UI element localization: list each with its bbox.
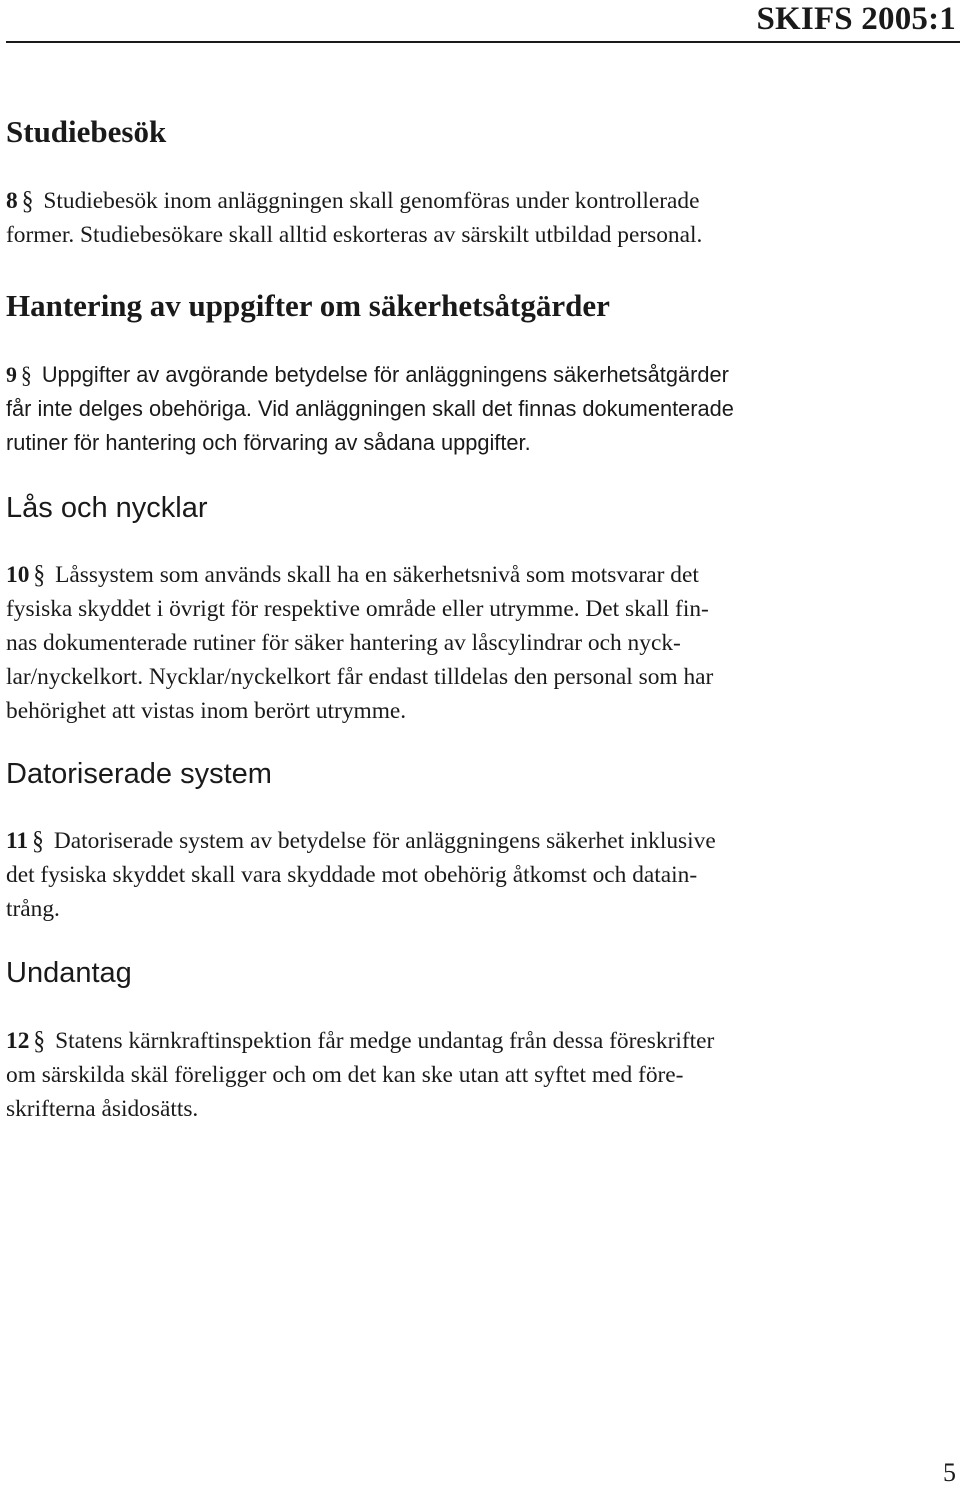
section-sign: § — [21, 186, 34, 216]
paragraph-line — [6, 358, 852, 392]
paragraph-text: Datoriserade system av betydelse för anläggningens säkerhet inklusive — [53, 828, 716, 854]
section-heading-las-och-nycklar: Lås och nycklar — [6, 492, 208, 524]
header-rule — [6, 41, 960, 43]
paragraph-line: rutiner för hantering och förvaring av sådana uppgifter. — [6, 430, 531, 455]
paragraph-line: lar/nyckelkort. Nycklar/nyckelkort får endast tilldelas den personal som har — [6, 664, 714, 690]
paragraph-number: 8 — [6, 188, 18, 214]
paragraph-text: Statens kärnkraftinspektion får medge undantag från dessa föreskrifter — [55, 1028, 715, 1054]
paragraph-line: skrifterna åsidosätts. — [6, 1096, 199, 1122]
paragraph-9 — [6, 358, 852, 460]
section-heading-datoriserade-system: Datoriserade system — [6, 758, 272, 790]
section-heading-hantering: Hantering av uppgifter om säkerhetsåtgärder — [6, 288, 610, 323]
paragraph-line: det fysiska skyddet skall vara skyddade mot obehörig åtkomst och datain- — [6, 862, 698, 888]
paragraph-text: Uppgifter av avgörande betydelse för anläggningens säkerhetsåtgärder — [41, 362, 729, 387]
paragraph-text: Studiebesök inom anläggningen skall genomföras under kontrollerade — [43, 188, 700, 214]
paragraph-number: 10 — [6, 562, 30, 588]
page-number: 5 — [943, 1458, 956, 1487]
section-sign: § — [33, 560, 46, 590]
paragraph-12 — [6, 1024, 852, 1126]
paragraph-line: nas dokumenterade rutiner för säker hantering av låscylindrar och nyck- — [6, 630, 681, 656]
paragraph-10 — [6, 558, 852, 728]
section-sign: § — [20, 361, 32, 389]
paragraph-number: 9 — [6, 363, 17, 387]
paragraph-line: om särskilda skäl föreligger och om det kan ske utan att syftet med före- — [6, 1062, 684, 1088]
paragraph-text: Låssystem som används skall ha en säkerhetsnivå som motsvarar det — [55, 562, 699, 588]
paragraph-line — [6, 824, 852, 858]
paragraph-line: fysiska skyddet i övrigt för respektive område eller utrymme. Det skall fin- — [6, 596, 709, 622]
paragraph-line: trång. — [6, 896, 60, 922]
paragraph-number: 12 — [6, 1028, 30, 1054]
paragraph-number: 11 — [6, 828, 29, 854]
paragraph-11 — [6, 824, 852, 926]
section-heading-studiebesok: Studiebesök — [6, 114, 167, 149]
paragraph-line — [6, 1024, 852, 1058]
section-heading-undantag: Undantag — [6, 957, 132, 989]
section-sign: § — [33, 1026, 46, 1056]
paragraph-line: får inte delges obehöriga. Vid anläggningen skall det finnas dokumenterade — [6, 396, 734, 421]
paragraph-line — [6, 184, 852, 218]
paragraph-8 — [6, 184, 852, 252]
paragraph-line — [6, 558, 852, 592]
document-id: SKIFS 2005:1 — [756, 1, 956, 37]
paragraph-line: former. Studiebesökare skall alltid eskorteras av särskilt utbildad personal. — [6, 222, 703, 248]
paragraph-line: behörighet att vistas inom berört utrymme. — [6, 698, 407, 724]
page-header — [0, 0, 960, 44]
section-sign: § — [32, 826, 44, 856]
